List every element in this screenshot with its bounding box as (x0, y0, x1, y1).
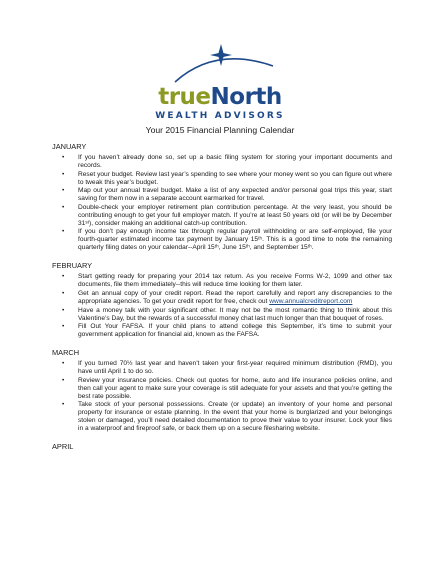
bullet-icon: • (62, 360, 65, 368)
truenorth-logo (0, 44, 440, 124)
calendar-content (52, 142, 392, 454)
brand-tagline: WEALTH ADVISORS (155, 111, 285, 121)
list-item (52, 360, 392, 376)
list-item (52, 290, 392, 306)
month-heading-january: JANUARY (52, 142, 87, 151)
list-item-text: Take stock of your personal possessions. Create (or update) an inventory of your home and personal property for insurance or estate planning. In the event that your home is burglarized and your belongings stolen or damaged, you’ll need detailed documentation to prove their value to your insurer. Lock your files in a waterproof and fireproof safe, or back them up on a secure filesharing website. (78, 401, 392, 433)
list-item (52, 377, 392, 401)
list-item-text: If you turned 70½ last year and haven’t taken your first-year required minimum distribution (RMD), you have until April 1 to do so. (78, 360, 392, 376)
list-item-text: Fill Out Your FAFSA. If your child plans to attend college this September, it’s time to submit your government application for financial aid, known as the FAFSA. (78, 323, 392, 339)
list-item-text: Get an annual copy of your credit report. Read the report carefully and report any discrepancies to the appropriate agencies. To get your credit report for free, check out (78, 289, 392, 305)
list-item (52, 323, 392, 339)
brand-name-north: North (210, 84, 282, 110)
list-item-text: Start getting ready for preparing your 2014 tax return. As you receive Forms W-2, 1099 and other tax documents, file them immediately--this will reduce time looking for them later. (78, 273, 392, 289)
list-item (52, 204, 392, 228)
february-list (52, 273, 392, 339)
bullet-icon: • (62, 228, 65, 236)
list-item (52, 307, 392, 323)
bullet-icon: • (62, 289, 65, 297)
list-item-text: Double-check your employer retirement plan contribution percentage. At the very least, you should be contributing enough to get your full employer match. If you’re at least 50 years old (or will be by December 31ˢᵗ), consider making an additional catch-up contribution. (78, 203, 392, 227)
list-item-text: Review your insurance policies. Check out quotes for home, auto and life insurance policies online, and then call your agent to make sure your coverage is still adequate for your assets and that you’re getting the best rate possible. (78, 376, 392, 400)
bullet-icon: • (62, 187, 65, 195)
list-item (52, 187, 392, 203)
bullet-icon: • (62, 273, 65, 281)
month-heading-february: FEBRUARY (52, 261, 93, 271)
brand-name-true: true (158, 84, 211, 110)
month-heading-april: APRIL (52, 442, 74, 452)
list-item (52, 273, 392, 289)
bullet-icon: • (62, 154, 65, 161)
list-item-text: If you haven’t already done so, set up a basic filing system for storing your important documents and records. (78, 154, 392, 169)
bullet-icon: • (62, 306, 65, 314)
bullet-icon: • (62, 170, 65, 178)
month-heading-march: MARCH (52, 348, 80, 358)
brand-name (0, 84, 440, 110)
january-list (52, 154, 392, 252)
bullet-icon: • (62, 376, 65, 384)
bullet-icon: • (62, 323, 65, 331)
list-item (52, 401, 392, 433)
bullet-icon: • (62, 401, 65, 409)
list-item-text: Map out your annual travel budget. Make a list of any expected and/or personal goal trips this year, start saving for them now in a separate account earmarked for travel. (78, 187, 392, 203)
march-list (52, 360, 392, 433)
list-item (52, 228, 392, 252)
list-item-text: If you don’t pay enough income tax through regular payroll withholding or are self-employed, file your fourth-quarter estimated income tax payment by January 15ᵗʰ. This is a good time to note the remaining quarterly filing dates on your calendar--April 15ᵗʰ, June 15ᵗʰ, and September 15ᵗʰ. (78, 228, 392, 252)
credit-report-link[interactable]: www.annualcreditreport.com (269, 297, 353, 305)
list-item (52, 154, 392, 170)
list-item-text: Reset your budget. Review last year’s spending to see where your money went so you can figure out where to tweak this year’s budget. (78, 170, 392, 186)
document-title: Your 2015 Financial Planning Calendar (145, 125, 295, 135)
bullet-icon: • (62, 203, 65, 211)
list-item-text: Have a money talk with your significant other. It may not be the most romantic thing to think about this Valentine’s Day, but the rewards of a successful money chat last much longer than that bouquet of roses. (78, 306, 392, 322)
list-item (52, 171, 392, 187)
compass-star-icon (155, 44, 285, 84)
